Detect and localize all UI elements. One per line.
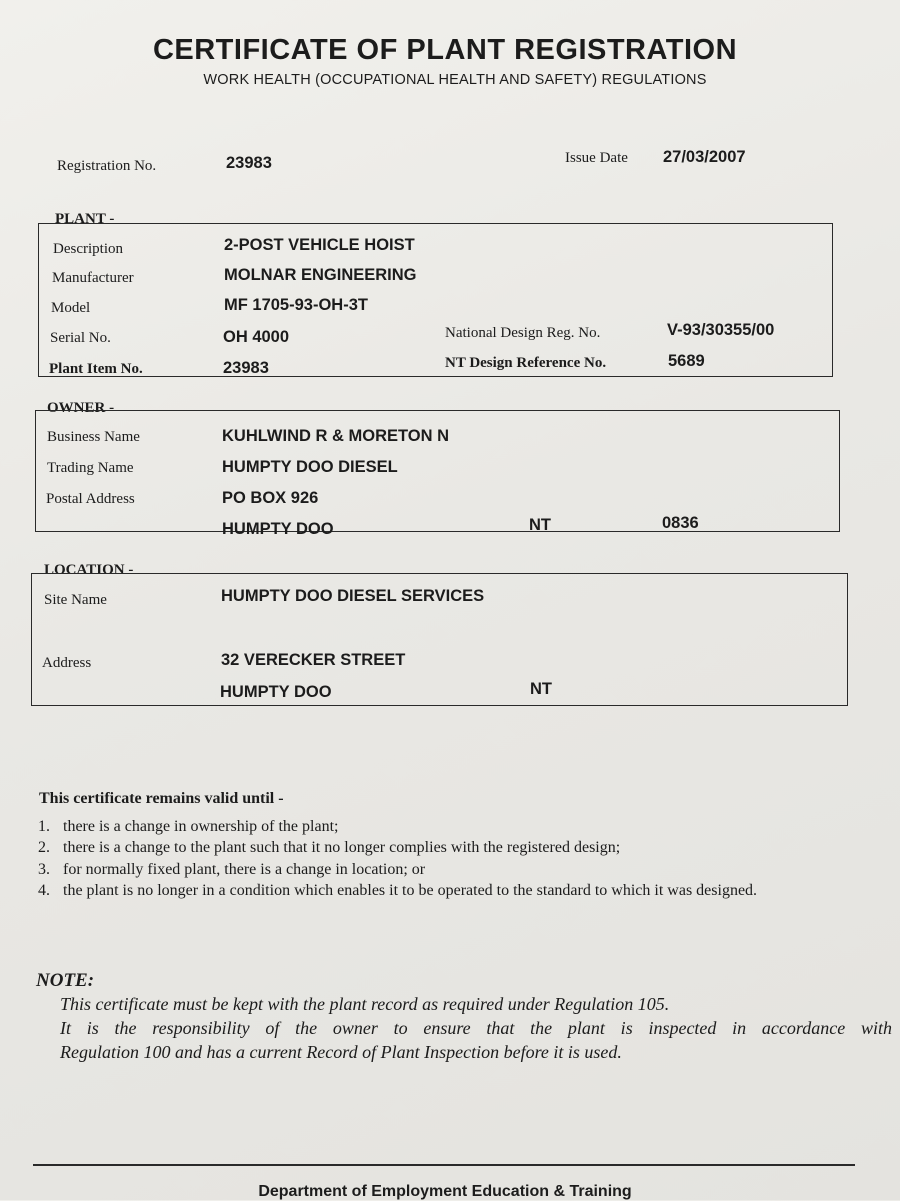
condition-text: there is a change to the plant such that it no longer complies with the registered design; <box>63 839 621 856</box>
issue-date-label: Issue Date <box>565 150 628 166</box>
validity-heading: This certificate remains valid until - <box>39 790 284 807</box>
nt-design-value: 5689 <box>668 352 705 370</box>
postal-town: HUMPTY DOO <box>222 520 334 538</box>
condition-text: the plant is no longer in a condition which enables it to be operated to the standard to which it was designed. <box>63 882 758 899</box>
postal-state: NT <box>529 516 551 534</box>
condition-number: 2. <box>38 839 50 856</box>
serial-label: Serial No. <box>50 330 111 346</box>
plant-item-label: Plant Item No. <box>49 361 143 377</box>
site-name-label: Site Name <box>44 592 107 608</box>
condition-item <box>38 882 757 900</box>
location-heading: LOCATION - <box>44 562 134 578</box>
plant-item-value: 23983 <box>223 359 269 377</box>
condition-number: 3. <box>38 861 50 878</box>
manufacturer-label: Manufacturer <box>52 270 134 286</box>
condition-item <box>38 839 620 857</box>
condition-item <box>38 861 425 879</box>
serial-value: OH 4000 <box>223 328 290 346</box>
model-label: Model <box>51 300 91 316</box>
certificate-subtitle: WORK HEALTH (OCCUPATIONAL HEALTH AND SAFETY) REGULATIONS <box>203 72 707 88</box>
nt-design-label: NT Design Reference No. <box>445 355 607 371</box>
postal-code: 0836 <box>662 514 699 532</box>
plant-box <box>38 223 833 377</box>
postal-address-label: Postal Address <box>46 491 135 507</box>
address-line1: 32 VERECKER STREET <box>221 651 406 669</box>
note-line: This certificate must be kept with the plant record as required under Regulation 105. <box>60 994 670 1014</box>
note-heading: NOTE: <box>36 970 95 991</box>
address-town: HUMPTY DOO <box>220 683 332 701</box>
condition-number: 1. <box>38 818 50 835</box>
condition-text: for normally fixed plant, there is a change in location; or <box>63 861 426 878</box>
footer-divider <box>33 1164 855 1166</box>
model-value: MF 1705-93-OH-3T <box>224 296 368 314</box>
business-name-value: KUHLWIND R & MORETON N <box>222 427 450 445</box>
national-design-value: V-93/30355/00 <box>667 321 775 339</box>
condition-item <box>38 818 338 836</box>
condition-text: there is a change in ownership of the plant; <box>63 818 339 835</box>
address-label: Address <box>42 655 92 671</box>
owner-heading: OWNER - <box>47 400 115 416</box>
site-name-value: HUMPTY DOO DIESEL SERVICES <box>221 587 485 605</box>
postal-address-line1: PO BOX 926 <box>222 489 319 507</box>
certificate-title: CERTIFICATE OF PLANT REGISTRATION <box>152 34 738 66</box>
trading-name-value: HUMPTY DOO DIESEL <box>222 458 398 476</box>
note-line: Regulation 100 and has a current Record of Plant Inspection before it is used. <box>60 1042 622 1062</box>
manufacturer-value: MOLNAR ENGINEERING <box>224 266 417 284</box>
national-design-label: National Design Reg. No. <box>445 325 601 341</box>
registration-no-value: 23983 <box>226 154 272 172</box>
issue-date-value: 27/03/2007 <box>663 148 746 166</box>
description-label: Description <box>53 241 123 257</box>
condition-number: 4. <box>38 882 50 899</box>
plant-heading: PLANT - <box>55 211 115 227</box>
note-line: It is the responsibility of the owner to ensure that the plant is inspected in accordance with <box>60 1018 892 1038</box>
department-name: Department of Employment Education & Training <box>258 1183 632 1200</box>
registration-no-label: Registration No. <box>57 158 157 174</box>
business-name-label: Business Name <box>47 429 140 445</box>
trading-name-label: Trading Name <box>47 460 134 476</box>
address-state: NT <box>530 680 552 698</box>
description-value: 2-POST VEHICLE HOIST <box>224 236 415 254</box>
